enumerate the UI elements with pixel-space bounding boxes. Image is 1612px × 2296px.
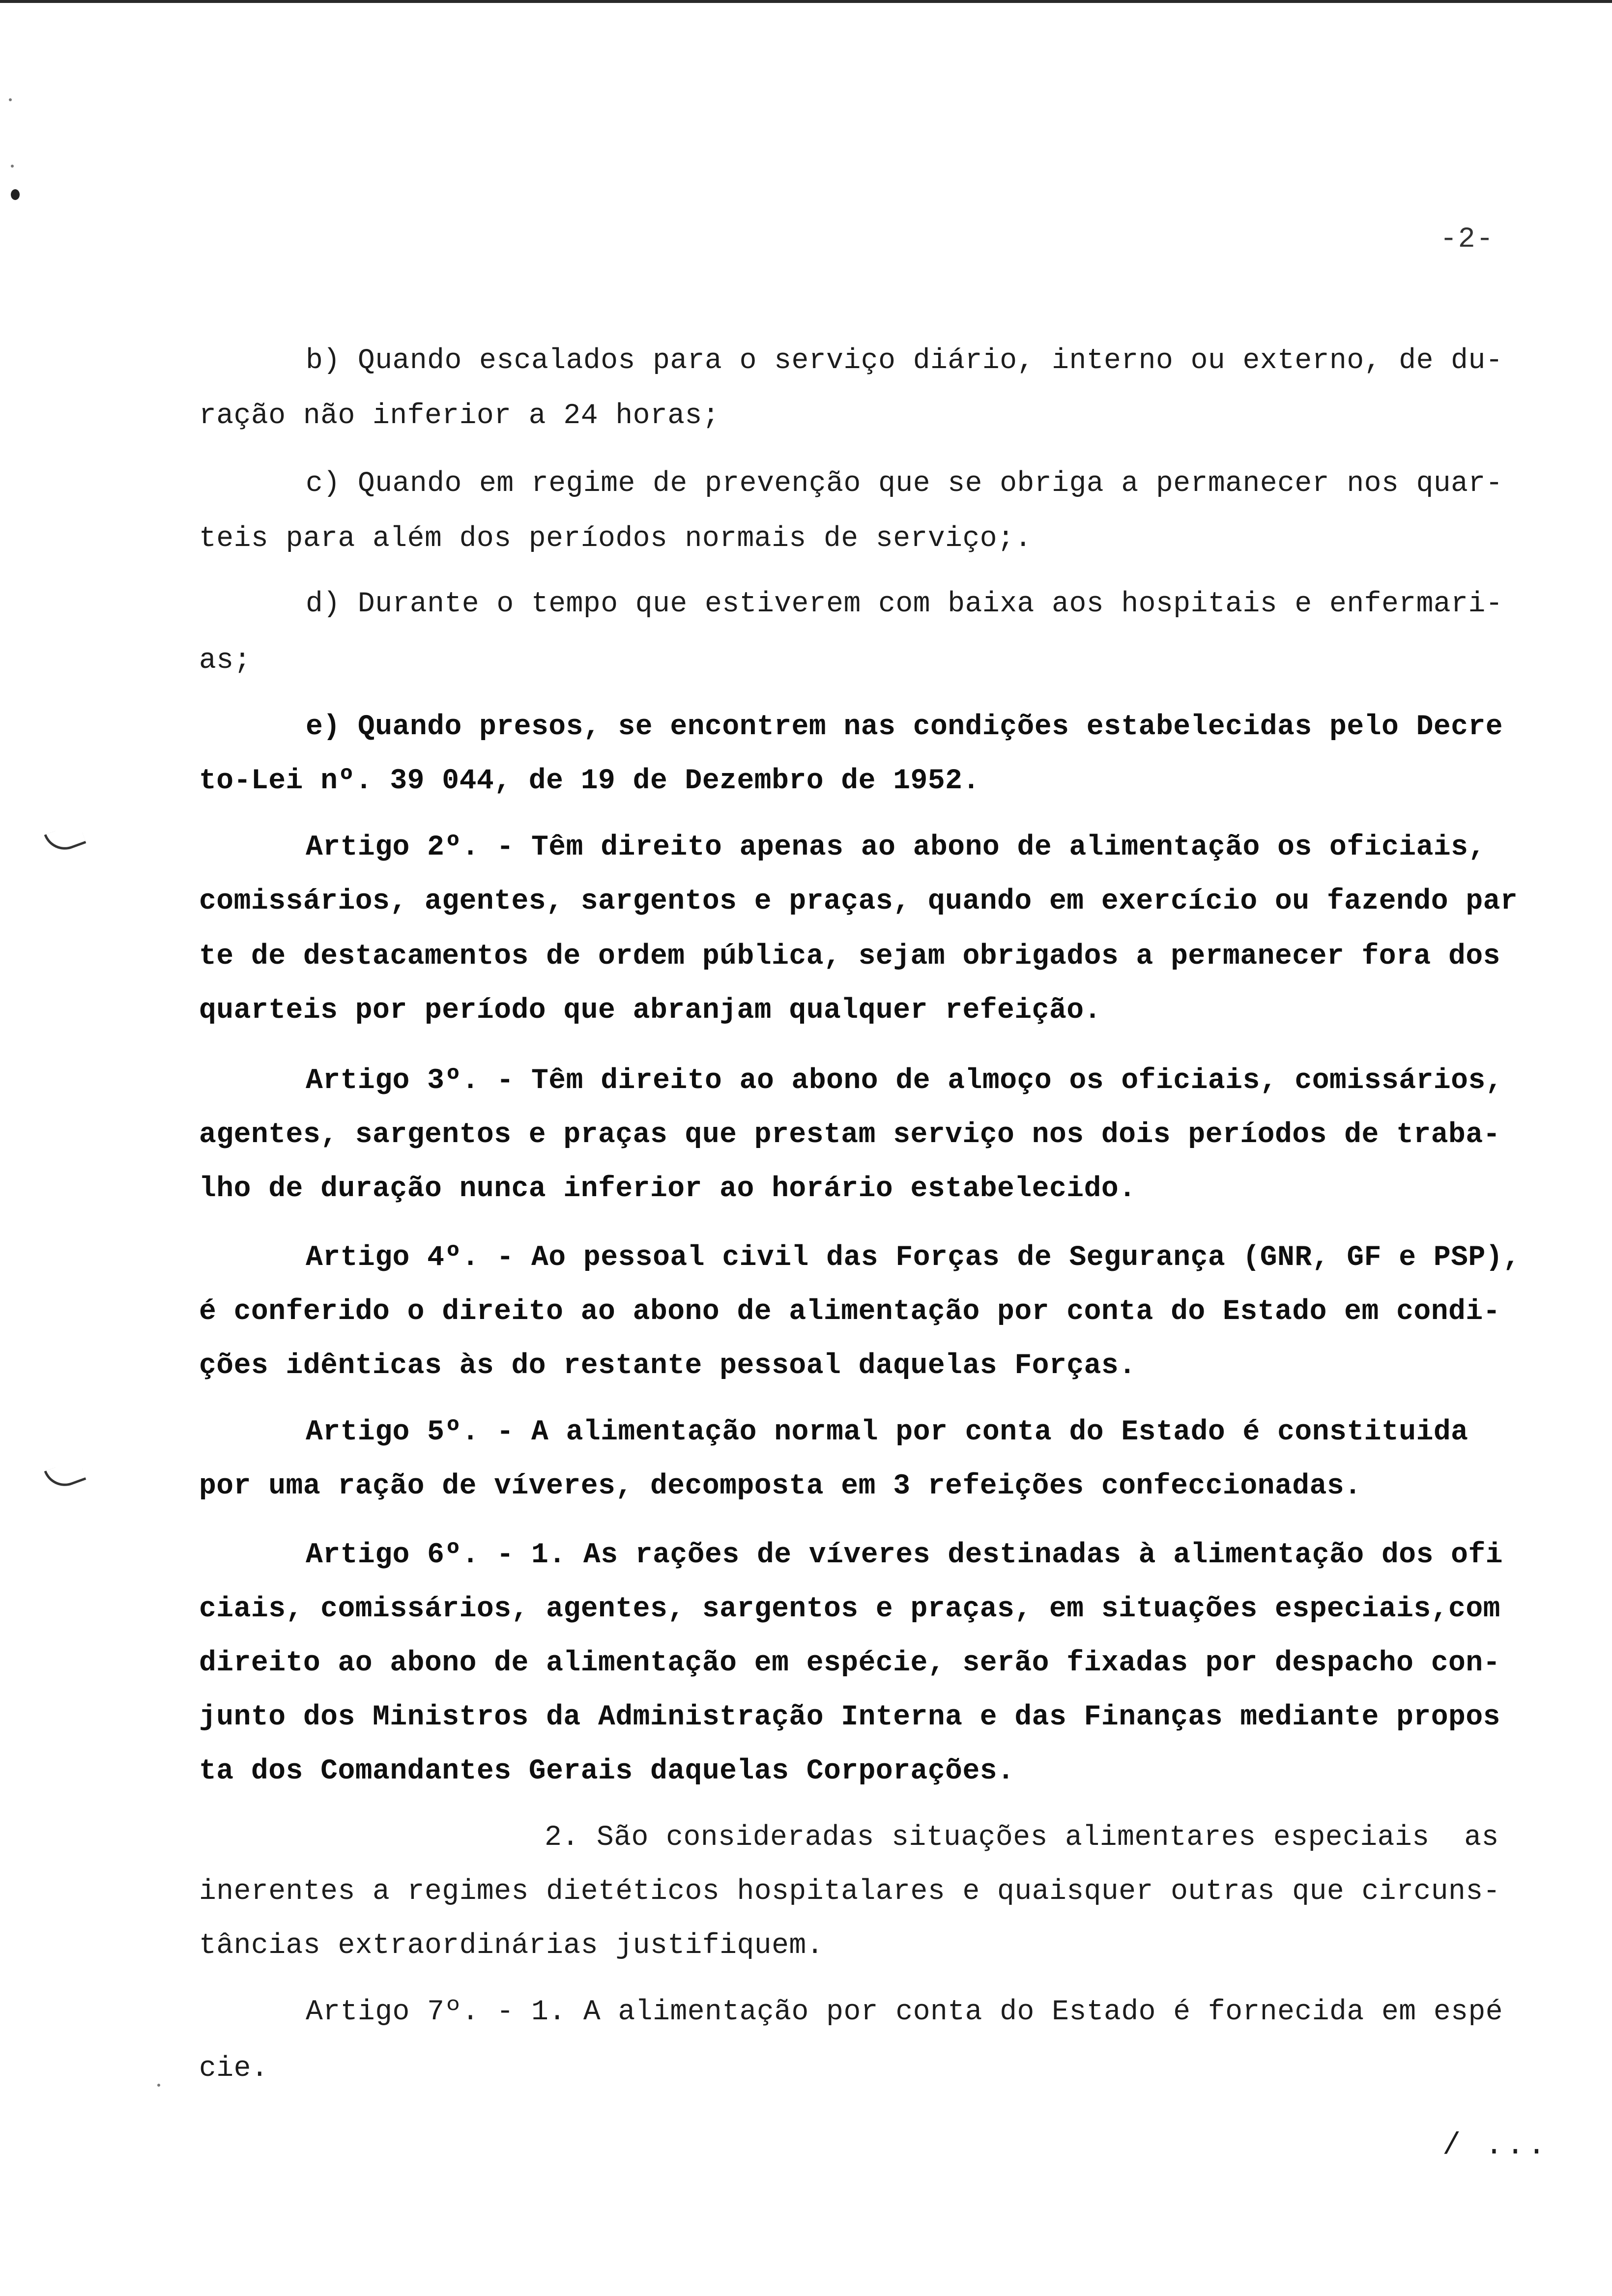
margin-speck (11, 165, 14, 168)
text-line: comissários, agentes, sargentos e praças, quando em exercício ou fazendo par (199, 886, 1518, 918)
text-line: as; (199, 645, 251, 677)
text-line: 2. São consideradas situações alimentares especiais as (545, 1822, 1499, 1854)
text-line: e) Quando presos, se encontrem nas condições estabelecidas pelo Decre (306, 711, 1503, 743)
text-line: lho de duração nunca inferior ao horário estabelecido. (199, 1173, 1136, 1205)
text-line: b) Quando escalados para o serviço diário, interno ou externo, de du- (306, 345, 1503, 377)
text-line: por uma ração de víveres, decomposta em 3 refeições confeccionadas. (199, 1470, 1362, 1502)
text-line: c) Quando em regime de prevenção que se obriga a permanecer nos quar- (306, 468, 1503, 500)
text-line: to-Lei nº. 39 044, de 19 de Dezembro de 1952. (199, 765, 980, 797)
text-line: Artigo 3º. - Têm direito ao abono de almoço os oficiais, comissários, (306, 1065, 1503, 1097)
text-line: ta dos Comandantes Gerais daquelas Corporações. (199, 1755, 1015, 1787)
text-line: Artigo 7º. - 1. A alimentação por conta do Estado é fornecida em espé (306, 1996, 1503, 2028)
text-line: inerentes a regimes dietéticos hospitalares e quaisquer outras que circuns- (199, 1876, 1500, 1908)
margin-speck (157, 2084, 160, 2087)
text-line: quarteis por período que abranjam qualquer refeição. (199, 995, 1101, 1027)
text-line: é conferido o direito ao abono de alimentação por conta do Estado em condi- (199, 1296, 1500, 1328)
text-line: ciais, comissários, agentes, sargentos e praças, em situações especiais,com (199, 1593, 1500, 1625)
text-line: direito ao abono de alimentação em espécie, serão fixadas por despacho con- (199, 1647, 1500, 1679)
text-line: ração não inferior a 24 horas; (199, 400, 720, 432)
text-line: Artigo 6º. - 1. As rações de víveres destinadas à alimentação dos ofi (306, 1539, 1503, 1571)
margin-speck (9, 98, 12, 101)
text-line: te de destacamentos de ordem pública, sejam obrigados a permanecer fora dos (199, 941, 1500, 973)
text-line: cie. (199, 2053, 269, 2085)
text-line: d) Durante o tempo que estiverem com baixa aos hospitais e enfermari- (306, 588, 1503, 620)
margin-dot (11, 189, 20, 200)
text-line: tâncias extraordinárias justifiquem. (199, 1930, 824, 1962)
punch-hole-mark (44, 1459, 86, 1492)
text-line: junto dos Ministros da Administração Interna e das Finanças mediante propos (199, 1701, 1500, 1733)
text-line: teis para além dos períodos normais de serviço;. (199, 523, 1032, 555)
text-line: Artigo 4º. - Ao pessoal civil das Forças de Segurança (GNR, GF e PSP), (306, 1242, 1521, 1274)
punch-hole-mark (44, 823, 86, 856)
text-line: agentes, sargentos e praças que prestam serviço nos dois períodos de traba- (199, 1119, 1500, 1151)
page-number: -2- (1440, 224, 1495, 256)
text-line: ções idênticas às do restante pessoal daquelas Forças. (199, 1350, 1136, 1382)
text-line: Artigo 2º. - Têm direito apenas ao abono de alimentação os oficiais, (306, 832, 1486, 863)
continuation-marker: / ... (1442, 2128, 1549, 2163)
text-line: Artigo 5º. - A alimentação normal por conta do Estado é constituida (306, 1416, 1468, 1448)
top-border-line (0, 0, 1612, 3)
